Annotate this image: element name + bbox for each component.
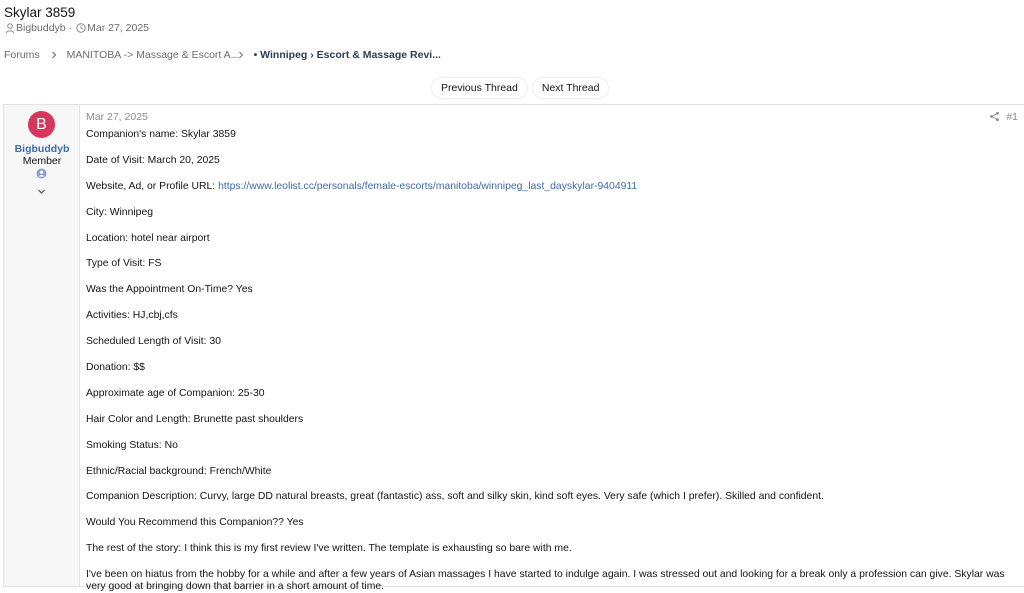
post-user-column (4, 105, 80, 586)
thread-meta (4, 22, 149, 34)
field-label: Hair Color and Length: (86, 413, 191, 425)
field-value: I think this is my first review I've written. The template is exhausting so bare with me. (184, 543, 572, 555)
field-value: French/White (209, 465, 272, 477)
post-line (86, 181, 1016, 193)
field-value: Yes (235, 284, 253, 296)
avatar[interactable]: B (28, 111, 55, 138)
field-label: Would You Recommend this Companion?? (86, 517, 284, 529)
post-line (86, 207, 1016, 219)
field-label: Was the Appointment On-Time? (86, 284, 234, 296)
clock-icon (75, 22, 86, 34)
post-line (86, 129, 1016, 141)
post-line (86, 517, 1016, 529)
field-label: Website, Ad, or Profile URL: (86, 180, 216, 192)
post-body (86, 129, 1016, 593)
post-line (86, 233, 1016, 245)
field-value: Brunette past shoulders (193, 413, 304, 425)
field-value: March 20, 2025 (147, 154, 220, 166)
thread-date-link[interactable]: Mar 27, 2025 (87, 22, 149, 34)
field-label: Type of Visit: (86, 258, 146, 270)
field-value: FS (148, 258, 162, 270)
field-value: Curvy, large DD natural breasts, great (fantastic) ass, soft and silky skin, kind soft eyes. Very safe (which I prefer). Skilled and confident. (199, 491, 824, 503)
post-line (86, 258, 1016, 270)
field-value: 30 (209, 336, 221, 348)
field-label: City: (86, 206, 107, 218)
field-label: The rest of the story: (86, 543, 182, 555)
post-line (86, 543, 1016, 555)
field-value: Yes (286, 517, 304, 529)
chevron-right-icon (49, 50, 59, 60)
field-label: Ethnic/Racial background: (86, 465, 207, 477)
post-message (86, 105, 1024, 593)
breadcrumb-forums[interactable]: Forums (4, 49, 40, 61)
profile-url-link[interactable]: https://www.leolist.cc/personals/female-escorts/manitoba/winnipeg_last_dayskylar-9404911 (218, 180, 638, 192)
previous-thread-button[interactable]: Previous Thread (432, 78, 527, 98)
post-line (86, 336, 1016, 348)
thread-title: Skylar 3859 (4, 5, 76, 20)
field-label: Approximate age of Companion: (86, 387, 236, 399)
post-number[interactable]: #1 (1006, 111, 1018, 123)
field-value: HJ,cbj,cfs (132, 310, 178, 322)
thread-navigation (432, 78, 608, 98)
chevron-down-icon[interactable] (36, 186, 47, 197)
field-value: No (164, 439, 178, 451)
post-date[interactable]: Mar 27, 2025 (86, 111, 148, 123)
post-paragraph: I've been on hiatus from the hobby for a while and after a few years of Asian massages I have started to indulge again. I was stressed out and looking for a break only a profession can give. Skylar was very good at bringing down that barrier in a short amount of time. (86, 569, 1005, 593)
chevron-right-icon (236, 50, 246, 60)
post-line (86, 440, 1016, 452)
field-value: hotel near airport (131, 232, 210, 244)
post-username[interactable]: Bigbuddyb (14, 143, 70, 155)
post-line (86, 414, 1016, 426)
post (3, 104, 1024, 593)
field-label: Smoking Status: (86, 439, 162, 451)
field-value: $$ (133, 362, 145, 374)
share-icon[interactable] (989, 111, 1000, 122)
field-value: Winnipeg (109, 206, 154, 218)
post-line (86, 491, 1016, 503)
post-line (86, 310, 1016, 322)
field-label: Activities: (86, 310, 130, 322)
user-title: Member (22, 155, 62, 167)
post-line (86, 155, 1016, 167)
meta-separator: · (68, 22, 73, 34)
breadcrumb-winnipeg[interactable]: • Winnipeg › Escort & Massage Revi... (253, 49, 441, 61)
field-label: Companion's name: (86, 129, 179, 140)
field-label: Date of Visit: (86, 154, 145, 166)
post-line (86, 362, 1016, 374)
field-value: Skylar 3859 (180, 129, 236, 140)
field-label: Companion Description: (86, 491, 197, 503)
post-line (86, 466, 1016, 478)
field-label: Donation: (86, 362, 131, 374)
breadcrumb-manitoba[interactable]: MANITOBA -> Massage & Escort A... (66, 49, 240, 61)
field-label: Scheduled Length of Visit: (86, 336, 207, 348)
breadcrumb (4, 49, 441, 61)
field-label: Location: (86, 232, 129, 244)
thread-author-link[interactable]: Bigbuddyb (16, 22, 66, 34)
member-badge-icon (36, 168, 47, 179)
post-line (86, 388, 1016, 400)
post-line (86, 284, 1016, 296)
next-thread-button[interactable]: Next Thread (533, 78, 609, 98)
field-value: 25-30 (237, 387, 265, 399)
user-icon (4, 22, 15, 34)
